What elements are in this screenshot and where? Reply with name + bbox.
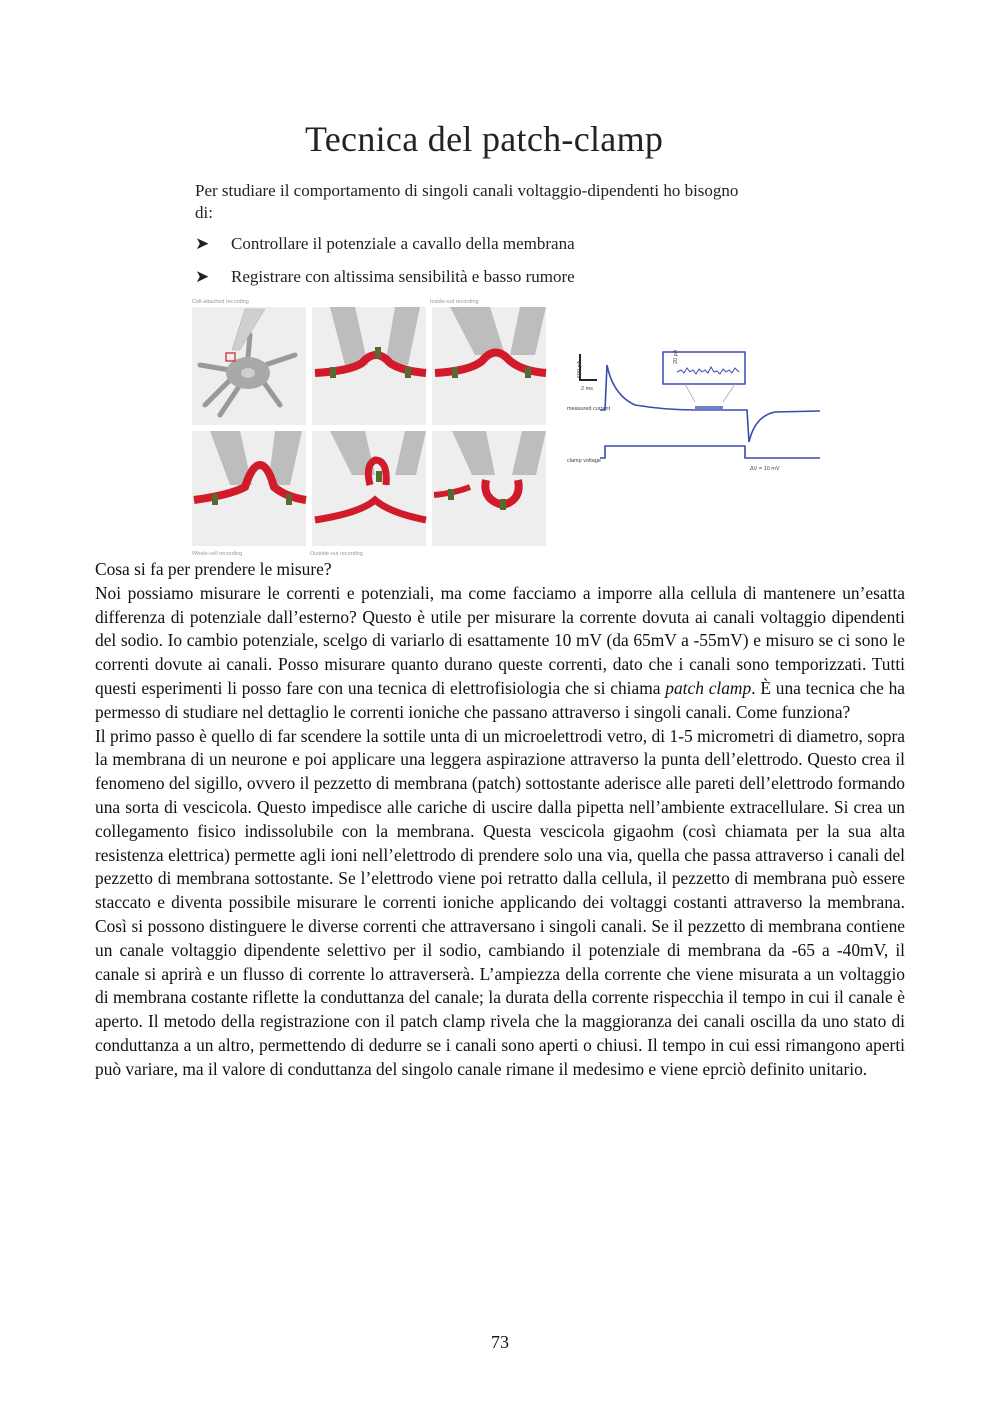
question-line: Cosa si fa per prendere le misure?: [95, 559, 332, 579]
slide-title: Tecnica del patch-clamp: [305, 119, 664, 159]
body-text: [95, 558, 905, 1082]
scale-x-label: 2 ms: [581, 386, 593, 392]
delta-v-label: ΔV = 10 mV: [750, 466, 780, 472]
arrowhead-icon: ➤: [195, 234, 210, 253]
clamp-voltage-label: clamp voltage: [567, 458, 601, 464]
panel-caption: Outside-out recording: [310, 551, 363, 557]
page-number: 73: [491, 1332, 509, 1352]
italic-term: patch clamp: [665, 677, 752, 698]
current-voltage-trace: [565, 350, 820, 495]
panel-caption: Cell-attached recording: [192, 299, 249, 305]
measured-current-label: measured current: [567, 406, 611, 412]
paragraph: Noi possiamo misurare le correnti e potenziali, ma come facciamo a imporre alla cellula di mantenere un’esatta differenza di potenziale dall’esterno? Questo è utile per misurare la corrente dovuta ai canali voltaggio dipendenti del sodio. Io cambio potenziale, scelgo di variarlo di esattamente 10 mV (da 65mV a -55mV) e misuro se ci sono le correnti dovute ai canali. Posso misurare quanto durano queste correnti, dato che i canali sono temporizzati. Tutti questi esperimenti li posso fare con una tecnica di elettrofisiologia che si chiama patch clamp. È una tecnica che ha permesso di studiare nel dettaglio le correnti ioniche che passano attraverso i singoli canali. Come funziona?: [95, 582, 906, 722]
slide-figure: [180, 110, 820, 560]
scale-y-label: 500 pA: [577, 360, 583, 378]
panel-caption: Inside-out recording: [430, 299, 479, 305]
paragraph: Il primo passo è quello di far scendere la sottile unta di un microelettrodi vetro, di 1-5 micrometri di diametro, sopra la membrana di un neurone e poi applicare una leggera aspirazione attraverso la punta dell’elettrodo. Questo crea il fenomeno del sigillo, ovvero il pezzetto di membrana (patch) sottostante aderisce alle pareti dell’elettrodo formando una sorta di vescicola. Questo impedisce alle cariche di uscire dalla pipetta nell’ambiente extracellulare. Si crea un collegamento fisico indissolubile con la membrana. Questa vescicola gigaohm (così chiamata per la sua alta resistenza elettrica) permette agli ioni nell’elettrodo di prendere solo una via, quella che passa attraverso i canali del pezzetto di membrana sottostante. Se l’elettrodo viene poi retratto dalla cellula, il pezzetto di membrana può essere staccato e diventa possibile misurare le correnti ioniche applicando dei voltaggi costanti attraverso la membrana. Così si possono distinguere le diverse correnti che attraversano i singoli canali. Se il pezzetto di membrana contiene un canale voltaggio dipendente selettivo per il sodio, cambiando il potenziale di membrana da -65 a -40mV, il canale si aprirà e un flusso di corrente lo attraverserà. L’ampiezza della corrente che viene misurata a un voltaggio di membrana costante riflette la conduttanza del canale; la durata della corrente rispecchia il tempo in cui il canale è aperto. Il metodo della registrazione con il patch clamp rivela che la maggioranza dei canali oscilla da uno stato di conduttanza a un altro, permettendo di dedurre se i canali sono aperti o chiusi. Il tempo in cui essi rimangono aperti può variare, ma il valore di conduttanza del singolo canale rimane il medesimo e viene eprciò definito unitario.: [95, 725, 905, 1079]
slide-bullet: ➤ Registrare con altissima sensibilità e basso rumore: [195, 267, 575, 286]
patch-configurations-illustration: [190, 295, 550, 560]
panel-caption: Whole-cell recording: [192, 551, 243, 557]
inset-scale-label: 20 pA: [673, 350, 679, 364]
arrowhead-icon: ➤: [195, 267, 210, 286]
slide-bullet: ➤ Controllare il potenziale a cavallo della membrana: [195, 234, 575, 253]
slide-intro: Per studiare il comportamento di singoli canali voltaggio-dipendenti ho bisogno di:: [195, 181, 739, 222]
